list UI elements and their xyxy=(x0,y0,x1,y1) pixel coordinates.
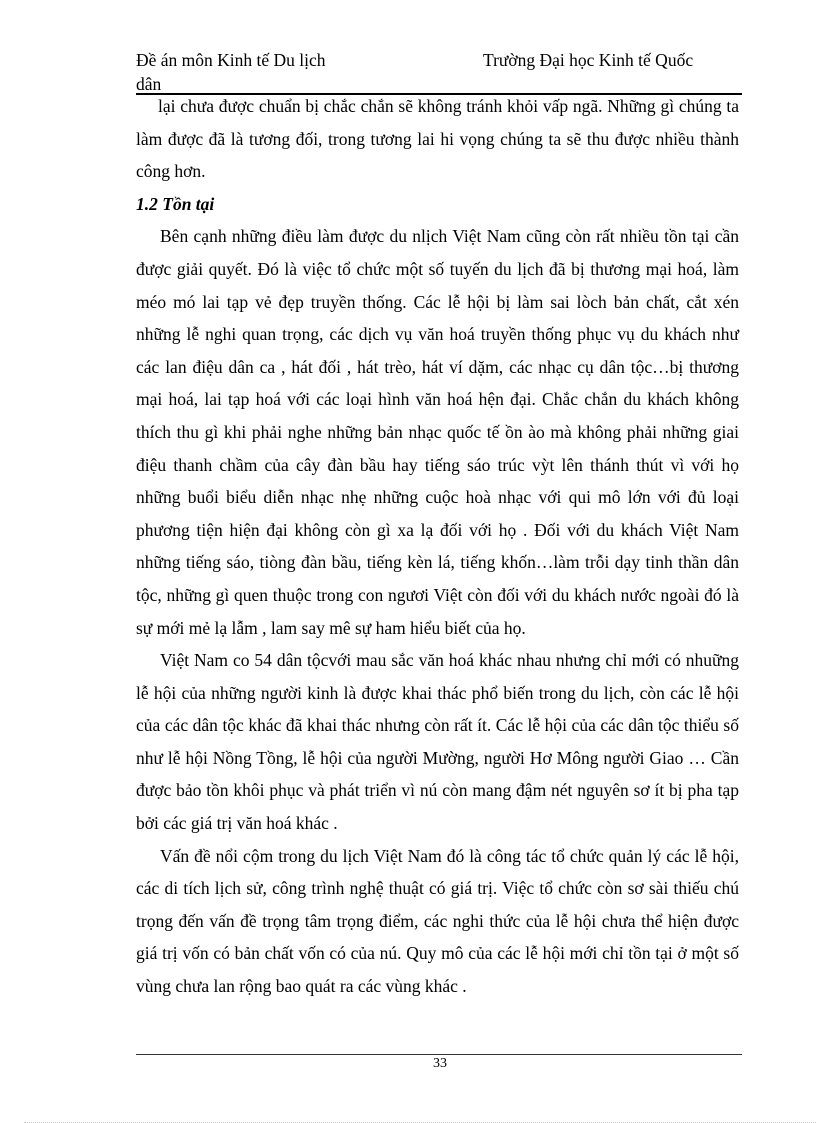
header-document-title xyxy=(136,48,376,96)
body-paragraph: Bên cạnh những điều làm được du nlịch Việt Nam cũng còn rất nhiều tồn tại cần được giải quyết. Đó là việc tổ chức một số tuyến du lịch đã bị thương mại hoá, làm méo mó lai tạp vẻ đẹp truyền thống. Các lễ hội bị làm sai lòch bản chất, cắt xén những lễ nghi quan trọng, các dịch vụ văn hoá truyền thống phục vụ du khách như các lan điệu dân ca , hát đối , hát trèo, hát ví dặm, các nhạc cụ dân tộc…bị thương mại hoá, lai tạp hoá với các loại hình văn hoá hện đại. Chắc chắn du khách không thích thu gì khi phải nghe những bản nhạc quốc tế ồn ào mà không phải những giai điệu thanh chầm của cây đàn bầu hay tiếng sáo trúc vỳt lên thánh thút vì với họ những buổi biểu diễn nhạc nhẹ những cuộc hoà nhạc với qui mô lớn với đủ loại phương tiện hiện đại không còn gì xa lạ đối với họ . Đối với du khách Việt Nam những tiếng sáo, tiòng đàn bầu, tiếng kèn lá, tiếng khốn…làm trỗi dạy tinh thần dân tộc, những gì quen thuộc trong con ngươi Việt còn đối với du khách nước ngoài đó là sự mới mẻ lạ lẫm , lam say mê sự ham hiểu biết của họ. xyxy=(136,226,739,638)
body-paragraph: Vấn đề nổi cộm trong du lịch Việt Nam đó là công tác tổ chức quản lý các lễ hội, các di tích lịch sử, công trình nghệ thuật có giá trị. Việc tổ chức còn sơ sài thiếu chú trọng đến vấn đề trọng tâm trọng điểm, các nghi thức của lễ hội chưa thể hiện được giá trị vốn có bản chất vốn có của nú. Quy mô của các lễ hội mới chỉ tồn tại ở một số vùng chưa lan rộng bao quát ra các vùng khác . xyxy=(136,845,739,997)
section-heading: 1.2 Tồn tại xyxy=(136,193,215,214)
page-number: 33 xyxy=(433,1056,447,1071)
header-title-line-1: Đề án môn Kinh tế Du lịch xyxy=(136,50,326,70)
body-paragraph: Việt Nam co 54 dân tộcvới mau sắc văn hoá khác nhau nhưng chỉ mới có nhuững lễ hội của những người kinh là được khai thác phổ biến trong du lịch, còn các lễ hội của các dân tộc khác đã khai thác nhưng còn rất ít. Các lễ hội của các dân tộc thiểu số như lễ hội Nồng Tồng, lễ hội của người Mường, người Hơ Mông người Giao … Cần được bảo tồn khôi phục và phát triển vì nú còn mang đậm nét nguyên sơ ít bị pha tạp bởi các giá trị văn hoá khác . xyxy=(136,650,739,834)
continued-paragraph: lại chưa được chuẩn bị chắc chắn sẽ không tránh khỏi vấp ngã. Những gì chúng ta làm được đã là tương đối, trong tương lai hi vọng chúng ta sẽ thu được nhiều thành công hơn. xyxy=(136,96,739,182)
header-university: Trường Đại học Kinh tế Quốc xyxy=(483,50,694,70)
page-body xyxy=(136,90,739,1003)
header-title-line-2: dân xyxy=(136,74,162,94)
